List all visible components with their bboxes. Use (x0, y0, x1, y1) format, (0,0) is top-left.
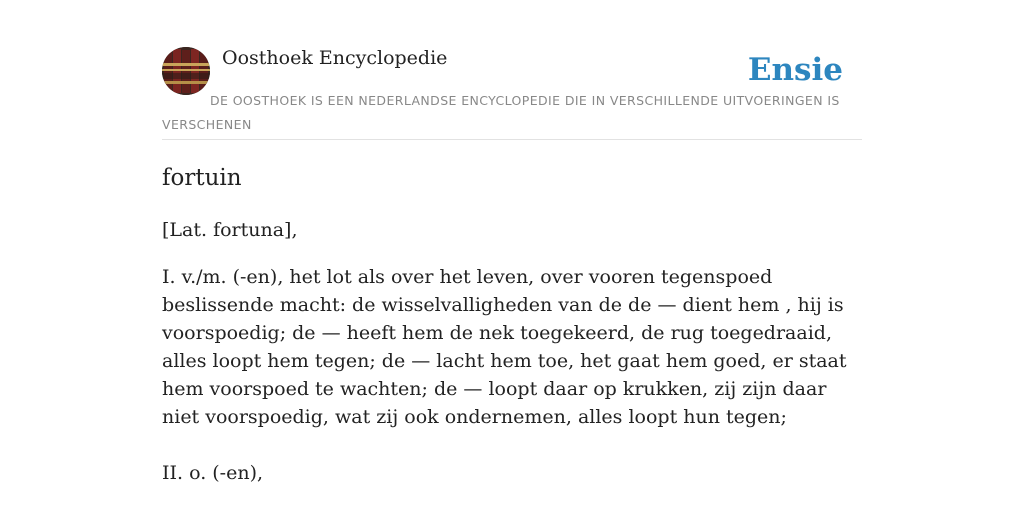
site-avatar[interactable] (162, 47, 210, 95)
entry-paragraph: [Lat. fortuna], (162, 219, 298, 241)
brand-logo[interactable]: Ensie (747, 52, 843, 88)
entry-paragraph: II. o. (-en), (162, 462, 264, 484)
book-spines-icon (162, 47, 210, 95)
entry-title: fortuin (162, 165, 242, 191)
site-subtitle: DE OOSTHOEK IS EEN NEDERLANDSE ENCYCLOPEDIE DIE IN VERSCHILLENDE UITVOERINGEN IS VERSCHENEN (162, 93, 840, 132)
entry-paragraph: I. v./m. (-en), het lot als over het leven, over vooren tegenspoed beslissende macht: de wisselvalligheden van de de — dient hem , hij is voorspoedig; de — heeft hem de nek toegekeerd, de rug toegedraaid, alles loopt hem tegen; de — lacht hem toe, het gaat hem goed, er staat hem voorspoed te wachten; de — loopt daar op krukken, zij zijn daar niet voorspoedig, wat zij ook ondernemen, alles loopt hun tegen; (162, 266, 847, 428)
page-container (162, 0, 862, 484)
site-header (162, 0, 862, 140)
site-title[interactable]: Oosthoek Encyclopedie (222, 47, 448, 69)
